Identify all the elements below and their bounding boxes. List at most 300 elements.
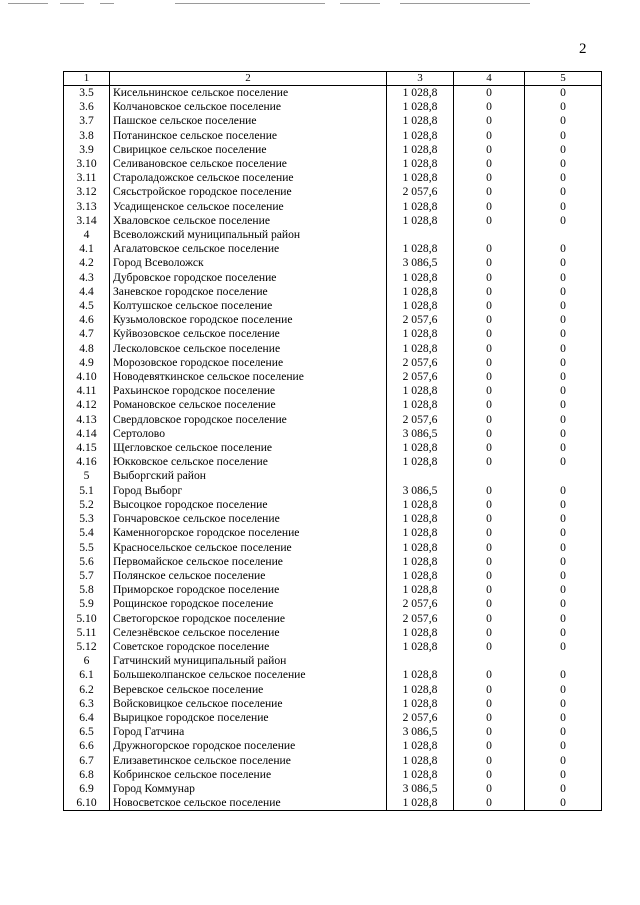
municipality-name: Куйвозовское сельское поселение <box>110 327 387 341</box>
column4-cell: 0 <box>454 583 525 597</box>
amount-cell: 1 028,8 <box>387 86 454 101</box>
row-number: 3.11 <box>64 171 110 185</box>
column5-cell: 0 <box>525 796 602 811</box>
column4-cell: 0 <box>454 697 525 711</box>
column4-cell: 0 <box>454 384 525 398</box>
municipality-name: Полянское сельское поселение <box>110 569 387 583</box>
row-number: 6.5 <box>64 725 110 739</box>
table-row <box>64 285 602 299</box>
amount-cell <box>387 469 454 483</box>
column5-cell: 0 <box>525 271 602 285</box>
column4-cell: 0 <box>454 512 525 526</box>
municipality-name: Рощинское городское поселение <box>110 597 387 611</box>
table-row <box>64 583 602 597</box>
table-row <box>64 754 602 768</box>
table-row <box>64 796 602 811</box>
table-row <box>64 271 602 285</box>
row-number: 4.3 <box>64 271 110 285</box>
column5-cell: 0 <box>525 541 602 555</box>
column4-cell: 0 <box>454 427 525 441</box>
table-row <box>64 313 602 327</box>
municipality-name: Светогорское городское поселение <box>110 612 387 626</box>
row-number: 6 <box>64 654 110 668</box>
column5-cell: 0 <box>525 327 602 341</box>
table-row <box>64 370 602 384</box>
table-row <box>64 398 602 412</box>
table-row <box>64 626 602 640</box>
table-row <box>64 612 602 626</box>
table-row <box>64 228 602 242</box>
column5-cell: 0 <box>525 398 602 412</box>
row-number: 5.8 <box>64 583 110 597</box>
amount-cell: 1 028,8 <box>387 299 454 313</box>
column5-cell: 0 <box>525 384 602 398</box>
column-header-3: 3 <box>387 72 454 86</box>
table-row <box>64 214 602 228</box>
column5-cell: 0 <box>525 683 602 697</box>
amount-cell: 1 028,8 <box>387 114 454 128</box>
amount-cell: 1 028,8 <box>387 271 454 285</box>
amount-cell: 1 028,8 <box>387 583 454 597</box>
column-header-2: 2 <box>110 72 387 86</box>
column5-cell: 0 <box>525 185 602 199</box>
row-number: 6.6 <box>64 739 110 753</box>
amount-cell: 1 028,8 <box>387 683 454 697</box>
amount-cell: 1 028,8 <box>387 171 454 185</box>
column4-cell: 0 <box>454 455 525 469</box>
row-number: 5.2 <box>64 498 110 512</box>
column4-cell: 0 <box>454 185 525 199</box>
row-number: 5.9 <box>64 597 110 611</box>
column4-cell: 0 <box>454 342 525 356</box>
table-row <box>64 498 602 512</box>
table-row <box>64 484 602 498</box>
amount-cell: 1 028,8 <box>387 512 454 526</box>
row-number: 6.4 <box>64 711 110 725</box>
row-number: 5.11 <box>64 626 110 640</box>
column4-cell: 0 <box>454 782 525 796</box>
column4-cell: 0 <box>454 271 525 285</box>
column4-cell: 0 <box>454 640 525 654</box>
table-row <box>64 114 602 128</box>
amount-cell: 1 028,8 <box>387 739 454 753</box>
column-header-4: 4 <box>454 72 525 86</box>
column5-cell: 0 <box>525 356 602 370</box>
column5-cell: 0 <box>525 626 602 640</box>
amount-cell: 1 028,8 <box>387 498 454 512</box>
table-row <box>64 512 602 526</box>
row-number: 3.12 <box>64 185 110 199</box>
municipality-name: Дубровское городское поселение <box>110 271 387 285</box>
municipality-name: Свердловское городское поселение <box>110 413 387 427</box>
column4-cell: 0 <box>454 569 525 583</box>
column5-cell: 0 <box>525 299 602 313</box>
row-number: 4.5 <box>64 299 110 313</box>
column5-cell: 0 <box>525 114 602 128</box>
column4-cell: 0 <box>454 683 525 697</box>
row-number: 5 <box>64 469 110 483</box>
column5-cell: 0 <box>525 200 602 214</box>
municipality-name: Щегловское сельское поселение <box>110 441 387 455</box>
amount-cell: 1 028,8 <box>387 285 454 299</box>
column4-cell: 0 <box>454 484 525 498</box>
column5-cell: 0 <box>525 413 602 427</box>
table-row <box>64 469 602 483</box>
column4-cell: 0 <box>454 413 525 427</box>
row-number: 6.9 <box>64 782 110 796</box>
amount-cell <box>387 654 454 668</box>
column-header-1: 1 <box>64 72 110 86</box>
table-row <box>64 384 602 398</box>
column5-cell <box>525 654 602 668</box>
municipality-name: Староладожское сельское поселение <box>110 171 387 185</box>
table-row <box>64 299 602 313</box>
table-row <box>64 541 602 555</box>
amount-cell: 1 028,8 <box>387 441 454 455</box>
table-row <box>64 597 602 611</box>
column5-cell: 0 <box>525 668 602 682</box>
municipality-name: Приморское городское поселение <box>110 583 387 597</box>
column4-cell: 0 <box>454 668 525 682</box>
row-number: 5.3 <box>64 512 110 526</box>
row-number: 4.16 <box>64 455 110 469</box>
row-number: 4.10 <box>64 370 110 384</box>
column4-cell: 0 <box>454 313 525 327</box>
column5-cell: 0 <box>525 171 602 185</box>
column5-cell: 0 <box>525 455 602 469</box>
municipality-name: Новосветское сельское поселение <box>110 796 387 811</box>
amount-cell: 1 028,8 <box>387 327 454 341</box>
municipality-name: Гончаровское сельское поселение <box>110 512 387 526</box>
municipality-name: Селезнёвское сельское поселение <box>110 626 387 640</box>
column4-cell: 0 <box>454 597 525 611</box>
column4-cell: 0 <box>454 711 525 725</box>
column5-cell: 0 <box>525 768 602 782</box>
table-row <box>64 640 602 654</box>
row-number: 5.6 <box>64 555 110 569</box>
municipality-name: Высоцкое городское поселение <box>110 498 387 512</box>
amount-cell: 1 028,8 <box>387 384 454 398</box>
table-row <box>64 143 602 157</box>
column4-cell: 0 <box>454 526 525 540</box>
column4-cell: 0 <box>454 796 525 811</box>
column5-cell: 0 <box>525 484 602 498</box>
row-number: 4.7 <box>64 327 110 341</box>
municipality-name: Елизаветинское сельское поселение <box>110 754 387 768</box>
column-number-row <box>64 72 602 86</box>
column4-cell: 0 <box>454 356 525 370</box>
column5-cell: 0 <box>525 285 602 299</box>
municipality-name: Агалатовское сельское поселение <box>110 242 387 256</box>
table-row <box>64 555 602 569</box>
column4-cell: 0 <box>454 541 525 555</box>
row-number: 5.5 <box>64 541 110 555</box>
municipality-name: Пашское сельское поселение <box>110 114 387 128</box>
table-row <box>64 654 602 668</box>
amount-cell: 2 057,6 <box>387 711 454 725</box>
column4-cell <box>454 228 525 242</box>
table-row <box>64 683 602 697</box>
municipality-name: Большеколпанское сельское поселение <box>110 668 387 682</box>
municipality-name: Сертолово <box>110 427 387 441</box>
municipality-name: Усадищенское сельское поселение <box>110 200 387 214</box>
municipality-name: Веревское сельское поселение <box>110 683 387 697</box>
row-number: 4.11 <box>64 384 110 398</box>
column4-cell: 0 <box>454 739 525 753</box>
column5-cell: 0 <box>525 313 602 327</box>
column5-cell: 0 <box>525 583 602 597</box>
table-body <box>64 86 602 811</box>
table-row <box>64 200 602 214</box>
column5-cell: 0 <box>525 711 602 725</box>
column5-cell: 0 <box>525 526 602 540</box>
row-number: 4.13 <box>64 413 110 427</box>
page-number: 2 <box>579 41 587 57</box>
column5-cell: 0 <box>525 597 602 611</box>
amount-cell: 2 057,6 <box>387 612 454 626</box>
column5-cell: 0 <box>525 512 602 526</box>
column5-cell <box>525 469 602 483</box>
row-number: 3.9 <box>64 143 110 157</box>
amount-cell: 1 028,8 <box>387 640 454 654</box>
table-row <box>64 413 602 427</box>
table-row <box>64 86 602 101</box>
column5-cell: 0 <box>525 739 602 753</box>
municipality-name: Город Гатчина <box>110 725 387 739</box>
municipality-name: Селивановское сельское поселение <box>110 157 387 171</box>
table-row <box>64 711 602 725</box>
column4-cell: 0 <box>454 256 525 270</box>
column5-cell: 0 <box>525 697 602 711</box>
row-number: 4.14 <box>64 427 110 441</box>
table-row <box>64 427 602 441</box>
column5-cell: 0 <box>525 498 602 512</box>
amount-cell: 1 028,8 <box>387 697 454 711</box>
row-number: 3.6 <box>64 100 110 114</box>
row-number: 3.8 <box>64 129 110 143</box>
column4-cell: 0 <box>454 626 525 640</box>
municipality-name: Сясьстройское городское поселение <box>110 185 387 199</box>
column5-cell: 0 <box>525 157 602 171</box>
municipality-name: Романовское сельское поселение <box>110 398 387 412</box>
column4-cell <box>454 654 525 668</box>
column5-cell: 0 <box>525 441 602 455</box>
table-row <box>64 157 602 171</box>
column5-cell: 0 <box>525 754 602 768</box>
row-number: 4 <box>64 228 110 242</box>
column4-cell: 0 <box>454 768 525 782</box>
row-number: 5.4 <box>64 526 110 540</box>
column4-cell: 0 <box>454 285 525 299</box>
table-row <box>64 668 602 682</box>
amount-cell: 2 057,6 <box>387 356 454 370</box>
municipality-name: Город Выборг <box>110 484 387 498</box>
column4-cell: 0 <box>454 441 525 455</box>
amount-cell: 1 028,8 <box>387 626 454 640</box>
municipality-name: Колтушское сельское поселение <box>110 299 387 313</box>
column5-cell: 0 <box>525 612 602 626</box>
row-number: 4.15 <box>64 441 110 455</box>
column4-cell: 0 <box>454 370 525 384</box>
amount-cell: 1 028,8 <box>387 555 454 569</box>
row-number: 4.4 <box>64 285 110 299</box>
row-number: 6.10 <box>64 796 110 811</box>
municipality-name: Город Коммунар <box>110 782 387 796</box>
column5-cell: 0 <box>525 129 602 143</box>
municipality-name: Кузьмоловское городское поселение <box>110 313 387 327</box>
row-number: 4.9 <box>64 356 110 370</box>
row-number: 4.1 <box>64 242 110 256</box>
column4-cell: 0 <box>454 555 525 569</box>
amount-cell: 1 028,8 <box>387 143 454 157</box>
municipality-name: Вырицкое городское поселение <box>110 711 387 725</box>
table-row <box>64 697 602 711</box>
column4-cell: 0 <box>454 398 525 412</box>
table-row <box>64 356 602 370</box>
column5-cell <box>525 228 602 242</box>
amount-cell: 1 028,8 <box>387 796 454 811</box>
municipality-name: Потанинское сельское поселение <box>110 129 387 143</box>
column4-cell: 0 <box>454 100 525 114</box>
municipality-name: Город Всеволожск <box>110 256 387 270</box>
municipality-name: Заневское городское поселение <box>110 285 387 299</box>
row-number: 4.6 <box>64 313 110 327</box>
table-row <box>64 185 602 199</box>
amount-cell: 1 028,8 <box>387 214 454 228</box>
row-number: 5.12 <box>64 640 110 654</box>
table-row <box>64 526 602 540</box>
table-row <box>64 725 602 739</box>
table-row <box>64 441 602 455</box>
amount-cell: 1 028,8 <box>387 200 454 214</box>
amount-cell <box>387 228 454 242</box>
row-number: 5.1 <box>64 484 110 498</box>
amount-cell: 3 086,5 <box>387 725 454 739</box>
column4-cell: 0 <box>454 114 525 128</box>
row-number: 5.7 <box>64 569 110 583</box>
amount-cell: 1 028,8 <box>387 242 454 256</box>
column4-cell: 0 <box>454 754 525 768</box>
row-number: 3.7 <box>64 114 110 128</box>
municipality-name: Лесколовское сельское поселение <box>110 342 387 356</box>
amount-cell: 1 028,8 <box>387 398 454 412</box>
row-number: 6.7 <box>64 754 110 768</box>
column5-cell: 0 <box>525 214 602 228</box>
scan-artifact-line <box>0 0 640 10</box>
row-number: 4.2 <box>64 256 110 270</box>
municipality-name: Войсковицкое сельское поселение <box>110 697 387 711</box>
amount-cell: 1 028,8 <box>387 569 454 583</box>
row-number: 6.2 <box>64 683 110 697</box>
amount-cell: 1 028,8 <box>387 129 454 143</box>
allocation-table <box>63 71 602 811</box>
column5-cell: 0 <box>525 427 602 441</box>
municipality-name: Всеволожский муниципальный район <box>110 228 387 242</box>
column5-cell: 0 <box>525 555 602 569</box>
column4-cell: 0 <box>454 242 525 256</box>
column5-cell: 0 <box>525 640 602 654</box>
amount-cell: 3 086,5 <box>387 484 454 498</box>
amount-cell: 2 057,6 <box>387 313 454 327</box>
row-number: 3.5 <box>64 86 110 101</box>
municipality-name: Выборгский район <box>110 469 387 483</box>
table-row <box>64 455 602 469</box>
column5-cell: 0 <box>525 86 602 101</box>
column-header-5: 5 <box>525 72 602 86</box>
column4-cell: 0 <box>454 498 525 512</box>
table-row <box>64 242 602 256</box>
row-number: 4.8 <box>64 342 110 356</box>
amount-cell: 2 057,6 <box>387 185 454 199</box>
municipality-name: Морозовское городское поселение <box>110 356 387 370</box>
amount-cell: 1 028,8 <box>387 754 454 768</box>
amount-cell: 1 028,8 <box>387 157 454 171</box>
amount-cell: 2 057,6 <box>387 413 454 427</box>
municipality-name: Хваловское сельское поселение <box>110 214 387 228</box>
column5-cell: 0 <box>525 569 602 583</box>
column5-cell: 0 <box>525 782 602 796</box>
municipality-name: Красносельское сельское поселение <box>110 541 387 555</box>
column5-cell: 0 <box>525 256 602 270</box>
municipality-name: Кобринское сельское поселение <box>110 768 387 782</box>
table-row <box>64 342 602 356</box>
amount-cell: 2 057,6 <box>387 370 454 384</box>
column5-cell: 0 <box>525 725 602 739</box>
table-row <box>64 739 602 753</box>
amount-cell: 2 057,6 <box>387 597 454 611</box>
column5-cell: 0 <box>525 143 602 157</box>
row-number: 6.1 <box>64 668 110 682</box>
row-number: 5.10 <box>64 612 110 626</box>
row-number: 3.13 <box>64 200 110 214</box>
amount-cell: 3 086,5 <box>387 782 454 796</box>
municipality-name: Новодевяткинское сельское поселение <box>110 370 387 384</box>
municipality-name: Колчановское сельское поселение <box>110 100 387 114</box>
column4-cell: 0 <box>454 214 525 228</box>
column5-cell: 0 <box>525 242 602 256</box>
column4-cell: 0 <box>454 327 525 341</box>
amount-cell: 3 086,5 <box>387 427 454 441</box>
table-row <box>64 768 602 782</box>
municipality-name: Первомайское сельское поселение <box>110 555 387 569</box>
amount-cell: 1 028,8 <box>387 668 454 682</box>
municipality-name: Гатчинский муниципальный район <box>110 654 387 668</box>
municipality-name: Кисельнинское сельское поселение <box>110 86 387 101</box>
row-number: 6.8 <box>64 768 110 782</box>
amount-cell: 1 028,8 <box>387 526 454 540</box>
table-row <box>64 569 602 583</box>
column5-cell: 0 <box>525 100 602 114</box>
table-row <box>64 782 602 796</box>
column4-cell: 0 <box>454 157 525 171</box>
column5-cell: 0 <box>525 342 602 356</box>
amount-cell: 1 028,8 <box>387 342 454 356</box>
municipality-name: Советское городское поселение <box>110 640 387 654</box>
municipality-name: Каменногорское городское поселение <box>110 526 387 540</box>
column4-cell: 0 <box>454 171 525 185</box>
municipality-name: Свирицкое сельское поселение <box>110 143 387 157</box>
row-number: 6.3 <box>64 697 110 711</box>
column5-cell: 0 <box>525 370 602 384</box>
amount-cell: 1 028,8 <box>387 768 454 782</box>
column4-cell: 0 <box>454 725 525 739</box>
table-row <box>64 100 602 114</box>
municipality-name: Юкковское сельское поселение <box>110 455 387 469</box>
table-row <box>64 171 602 185</box>
amount-cell: 1 028,8 <box>387 455 454 469</box>
column4-cell: 0 <box>454 299 525 313</box>
row-number: 3.14 <box>64 214 110 228</box>
